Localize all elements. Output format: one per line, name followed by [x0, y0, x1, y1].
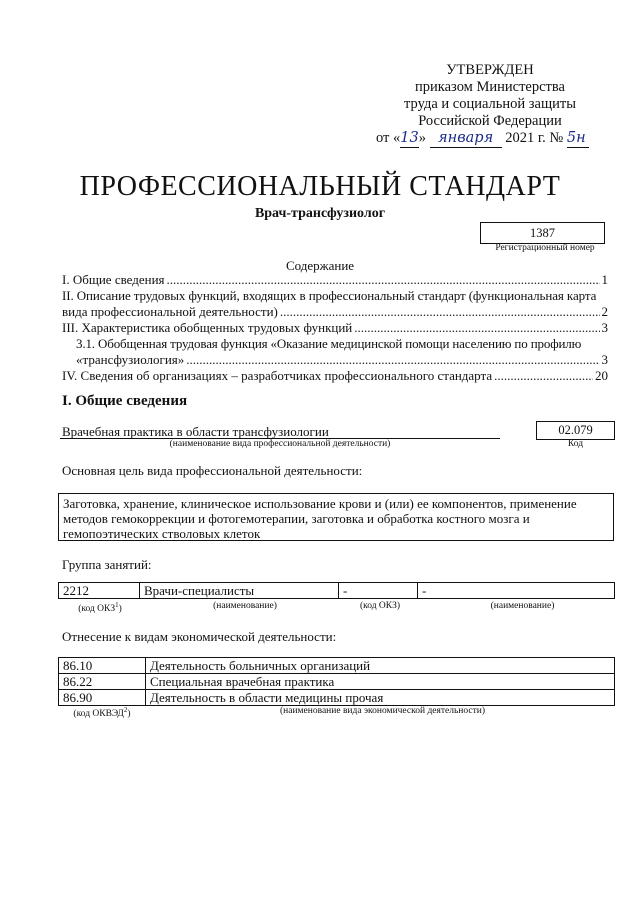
toc-item-text: 3.1. Обобщенная трудовая функция «Оказание медицинской помощи населению по профилю — [76, 336, 582, 351]
toc-item-5 — [62, 368, 608, 384]
toc-item-page: 1 — [601, 272, 608, 287]
document-subtitle: Врач-трансфузиолог — [254, 206, 386, 221]
document-title: ПРОФЕССИОНАЛЬНЫЙ СТАНДАРТ — [79, 171, 561, 202]
toc-item-text: II. Описание трудовых функций, входящих в профессиональный стандарт (функциональная карта — [62, 288, 597, 303]
approval-line-3: труда и социальной защиты — [404, 96, 576, 112]
toc-item-page: 3 — [601, 320, 608, 335]
occupation-table — [58, 582, 615, 599]
table-row — [59, 583, 615, 599]
okved-code-cell: 86.90 — [59, 690, 146, 706]
table-row — [59, 658, 615, 674]
activity-caption: (наименование вида профессиональной деятельности) — [169, 439, 391, 449]
okz-code-caption-2: (код ОКЗ) — [359, 601, 401, 611]
purpose-text-box: Заготовка, хранение, клиническое использование крови и (или) ее компонентов, применение методов гемокоррекции и фотогемотерапии, заготовка и обработка костного мозга и гемопоэтических стволовых клеток — [58, 493, 614, 541]
toc-item-4 — [62, 336, 608, 368]
toc-item-page: 3 — [601, 352, 608, 367]
section-heading: I. Общие сведения — [62, 393, 188, 409]
economic-activity-table — [58, 657, 615, 706]
okz-name-cell-2: - — [418, 583, 615, 599]
registration-number-box: 1387 — [480, 222, 605, 244]
approval-line-2: приказом Министерства — [415, 79, 565, 95]
approval-block — [370, 62, 610, 148]
toc-item-page: 2 — [601, 304, 608, 319]
approval-date-line — [370, 130, 610, 148]
okved-code-caption: (код ОКВЭД$^2$) — [73, 706, 131, 720]
okz-name-caption: (наименование) — [213, 601, 277, 611]
okved-name-cell: Деятельность больничных организаций — [146, 658, 615, 674]
date-day: 13 — [400, 130, 419, 146]
okz-code-cell: 2212 — [59, 583, 140, 599]
date-mid: » — [418, 130, 426, 146]
okved-code-cell: 86.22 — [59, 674, 146, 690]
toc-item-2 — [62, 288, 608, 320]
approval-line-1: УТВЕРЖДЕН — [446, 62, 534, 78]
activity-code-box: 02.079 — [536, 421, 615, 440]
table-row — [59, 690, 615, 706]
okved-name-caption: (наименование вида экономической деятельности) — [280, 706, 485, 716]
toc-item-text: I. Общие сведения — [62, 272, 165, 287]
okz-code-caption: (код ОКЗ$^1$) — [78, 601, 122, 615]
okved-code-cell: 86.10 — [59, 658, 146, 674]
date-year: 2021 г. № — [505, 130, 564, 146]
purpose-label: Основная цель вида профессиональной деятельности: — [62, 463, 363, 478]
approval-line-4: Российской Федерации — [418, 113, 562, 129]
date-prefix: от « — [376, 130, 401, 146]
registration-number-label: Регистрационный номер — [495, 243, 595, 253]
toc-item-text: IV. Сведения об организациях – разработчиках профессионального стандарта — [62, 368, 493, 383]
activity-code-caption: Код — [567, 439, 584, 449]
table-of-contents — [62, 272, 608, 384]
occupation-group-label: Группа занятий: — [62, 557, 152, 572]
activity-name: Врачебная практика в области трансфузиологии — [62, 424, 329, 439]
toc-item-page: 20 — [595, 368, 608, 383]
okz-name-cell: Врачи-специалисты — [140, 583, 339, 599]
table-row — [59, 674, 615, 690]
toc-item-text-cont: «трансфузиология» — [76, 352, 185, 367]
okz-code-cell-2: - — [339, 583, 418, 599]
order-number: 5н — [567, 130, 589, 148]
economic-activity-label: Отнесение к видам экономической деятельности: — [62, 629, 337, 644]
okz-name-caption-2: (наименование) — [490, 601, 555, 611]
toc-item-text-cont: вида профессиональной деятельности) — [62, 304, 278, 319]
toc-item-1 — [62, 272, 608, 288]
okved-name-cell: Специальная врачебная практика — [146, 674, 615, 690]
okved-name-cell: Деятельность в области медицины прочая — [146, 690, 615, 706]
toc-item-text: III. Характеристика обобщенных трудовых функций — [62, 320, 353, 335]
toc-item-3 — [62, 320, 608, 336]
toc-heading: Содержание — [285, 258, 355, 273]
date-month: января — [430, 130, 502, 148]
